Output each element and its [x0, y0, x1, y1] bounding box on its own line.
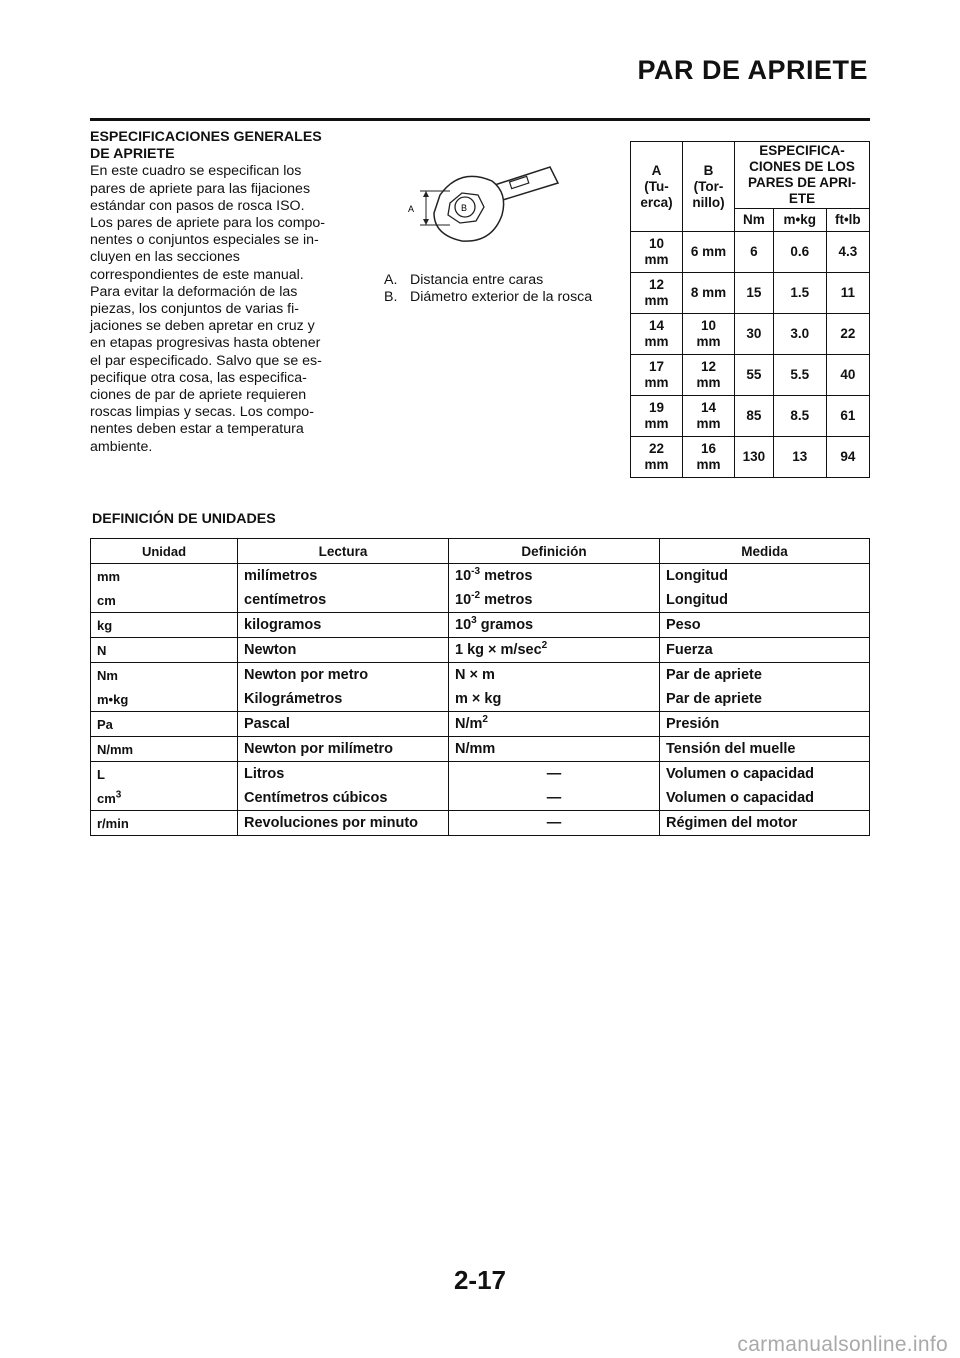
- reading-cell: Newton por milímetro: [238, 737, 449, 762]
- spec-header-line: ETE: [788, 191, 816, 206]
- definition-cell: [449, 762, 660, 787]
- measure-cell: Longitud: [660, 564, 870, 589]
- definition-exponent: 2: [541, 640, 548, 652]
- unit-cell: [91, 613, 238, 638]
- cell-bolt-size: [683, 232, 735, 273]
- title-rule: [90, 118, 870, 121]
- intro-line: nentes o conjuntos especiales se in-: [90, 232, 319, 249]
- measure-cell: Volumen o capacidad: [660, 762, 870, 787]
- col-b-header: [683, 142, 735, 232]
- intro-line: correspondientes de este manual.: [90, 266, 304, 283]
- reading-cell: kilogramos: [238, 613, 449, 638]
- units-section-heading: DEFINICIÓN DE UNIDADES: [92, 511, 276, 527]
- reading-cell: Litros: [238, 762, 449, 787]
- cell-ftlb: 4.3: [826, 232, 869, 273]
- unit-header-mkg: m•kg: [773, 209, 826, 232]
- cell-line: mm: [696, 416, 721, 431]
- units-row: [91, 564, 870, 589]
- col-a-header-line: (Tu-: [644, 178, 669, 194]
- definition-exponent: -3: [471, 566, 481, 578]
- unit-symbol: N/mm: [97, 741, 134, 757]
- intro-line: ambiente.: [90, 438, 153, 455]
- definition-cell: [449, 712, 660, 737]
- units-row: [91, 663, 870, 688]
- cell-mkg: 1.5: [773, 273, 826, 314]
- cell-line: 17: [648, 359, 665, 374]
- unit-cell: [91, 712, 238, 737]
- measure-cell: Longitud: [660, 588, 870, 613]
- page-title: PAR DE APRIETE: [637, 55, 868, 85]
- torque-table: [630, 141, 870, 478]
- unit-symbol: mm: [97, 568, 121, 584]
- unit-cell: [91, 588, 238, 613]
- unit-symbol: Nm: [97, 667, 118, 683]
- unit-cell: [91, 811, 238, 836]
- cell-ftlb: 22: [826, 314, 869, 355]
- unit-exponent: 3: [115, 789, 122, 801]
- definition-base: —: [546, 790, 562, 806]
- cell-line: 10: [700, 318, 717, 333]
- cell-line: 12: [648, 277, 665, 292]
- units-row: [91, 638, 870, 663]
- definition-base: 10: [455, 568, 472, 584]
- legend-item: [384, 272, 614, 289]
- intro-heading-line-1: ESPECIFICACIONES GENERALES: [90, 129, 322, 145]
- units-row: [91, 687, 870, 712]
- unit-symbol: kg: [97, 617, 113, 633]
- definition-base: 1 kg × m/sec: [455, 642, 542, 658]
- cell-ftlb: 40: [826, 355, 869, 396]
- unit-symbol: Pa: [97, 716, 113, 732]
- units-header-reading: Lectura: [238, 539, 449, 564]
- unit-header-nm: Nm: [735, 209, 774, 232]
- reading-cell: Pascal: [238, 712, 449, 737]
- units-row: [91, 737, 870, 762]
- reading-cell: Kilográmetros: [238, 687, 449, 712]
- legend-item: [384, 289, 614, 306]
- measure-cell: Par de apriete: [660, 687, 870, 712]
- units-row: [91, 588, 870, 613]
- units-header-definition: Definición: [449, 539, 660, 564]
- torque-row: [631, 232, 870, 273]
- unit-symbol: cm: [97, 790, 116, 806]
- cell-line: 16: [700, 441, 717, 456]
- intro-body: [90, 163, 340, 455]
- torque-row: [631, 437, 870, 478]
- watermark: carmanualsonline.info: [737, 1333, 948, 1356]
- cell-bolt-size: [683, 437, 735, 478]
- intro-line: el par especificado. Salvo que se es-: [90, 352, 322, 369]
- cell-bolt-size: [683, 314, 735, 355]
- definition-base: —: [546, 815, 562, 831]
- cell-mkg: 8.5: [773, 396, 826, 437]
- unit-symbol: N: [97, 642, 107, 658]
- cell-line: mm: [644, 416, 669, 431]
- intro-line: nentes deben estar a temperatura: [90, 421, 304, 438]
- cell-line: 14: [700, 400, 717, 415]
- cell-line: mm: [644, 457, 669, 472]
- cell-nm: 85: [735, 396, 774, 437]
- units-table-body: [91, 564, 870, 836]
- definition-base: N × m: [455, 667, 495, 683]
- units-table: [90, 538, 870, 836]
- cell-nut-size: [631, 437, 683, 478]
- wrench-illustration: [400, 155, 580, 265]
- definition-tail: metros: [480, 568, 533, 584]
- cell-line: mm: [644, 375, 669, 390]
- intro-line: jaciones se deben apretar en cruz y: [90, 318, 315, 335]
- spec-header-line: PARES DE APRI-: [747, 175, 856, 190]
- cell-line: mm: [696, 457, 721, 472]
- measure-cell: Volumen o capacidad: [660, 786, 870, 811]
- cell-nm: 55: [735, 355, 774, 396]
- reading-cell: Newton por metro: [238, 663, 449, 688]
- intro-line: piezas, los conjuntos de varias fi-: [90, 301, 299, 318]
- definition-exponent: -2: [471, 590, 481, 602]
- cell-line: 22: [648, 441, 665, 456]
- definition-base: N/mm: [455, 741, 496, 757]
- definition-base: —: [546, 766, 562, 782]
- definition-cell: [449, 613, 660, 638]
- torque-row: [631, 273, 870, 314]
- cell-line: 12: [700, 359, 717, 374]
- cell-ftlb: 11: [826, 273, 869, 314]
- intro-line: estándar con pasos de rosca ISO.: [90, 197, 305, 214]
- intro-line: roscas limpias y secas. Los compo-: [90, 404, 314, 421]
- torque-row: [631, 314, 870, 355]
- figure-label-a: A: [408, 204, 415, 214]
- unit-symbol: r/min: [97, 815, 129, 831]
- unit-cell: [91, 687, 238, 712]
- intro-line: en etapas progresivas hasta obtener: [90, 335, 321, 352]
- definition-cell: [449, 687, 660, 712]
- reading-cell: Revoluciones por minuto: [238, 811, 449, 836]
- units-header-measure: Medida: [660, 539, 870, 564]
- cell-line: mm: [696, 334, 721, 349]
- unit-cell: [91, 663, 238, 688]
- unit-cell: [91, 786, 238, 811]
- cell-mkg: 13: [773, 437, 826, 478]
- cell-line: mm: [696, 375, 721, 390]
- reading-cell: Centímetros cúbicos: [238, 786, 449, 811]
- unit-header-ftlb: ft•lb: [826, 209, 869, 232]
- legend-text: Diámetro exterior de la rosca: [410, 289, 593, 306]
- reading-cell: centímetros: [238, 588, 449, 613]
- legend-text: Distancia entre caras: [410, 272, 544, 288]
- measure-cell: Par de apriete: [660, 663, 870, 688]
- intro-line: En este cuadro se especifican los: [90, 163, 302, 180]
- cell-bolt-size: [683, 273, 735, 314]
- cell-mkg: 5.5: [773, 355, 826, 396]
- cell-nut-size: [631, 232, 683, 273]
- intro-line: pares de apriete para las fijaciones: [90, 180, 311, 197]
- units-row: [91, 762, 870, 787]
- cell-nm: 15: [735, 273, 774, 314]
- col-b-header-line: B: [703, 162, 714, 178]
- cell-ftlb: 94: [826, 437, 869, 478]
- col-b-header-line: (Tor-: [693, 178, 724, 194]
- definition-cell: [449, 737, 660, 762]
- cell-ftlb: 61: [826, 396, 869, 437]
- unit-symbol: cm: [97, 592, 116, 608]
- definition-cell: [449, 588, 660, 613]
- units-row: [91, 712, 870, 737]
- definition-cell: [449, 663, 660, 688]
- col-a-header: [631, 142, 683, 232]
- col-a-header-line: erca): [640, 194, 673, 210]
- torque-row: [631, 355, 870, 396]
- intro-line: cluyen en las secciones: [90, 249, 240, 266]
- reading-cell: Newton: [238, 638, 449, 663]
- spec-header-line: ESPECIFICA-: [759, 143, 845, 158]
- units-header-unit: Unidad: [91, 539, 238, 564]
- units-row: [91, 613, 870, 638]
- definition-exponent: 2: [482, 714, 488, 726]
- figure-label-b: B: [461, 203, 468, 213]
- measure-cell: Presión: [660, 712, 870, 737]
- cell-line: mm: [644, 252, 669, 267]
- unit-cell: [91, 737, 238, 762]
- cell-nut-size: [631, 396, 683, 437]
- measure-cell: Fuerza: [660, 638, 870, 663]
- spec-header: [735, 142, 870, 209]
- units-row: [91, 811, 870, 836]
- unit-cell: [91, 564, 238, 589]
- col-a-header-line: A: [651, 162, 662, 178]
- figure-legend: [384, 272, 614, 306]
- cell-line: 8 mm: [690, 285, 727, 300]
- page-number: 2-17: [453, 1265, 507, 1295]
- definition-base: 10: [455, 617, 472, 633]
- cell-nm: 30: [735, 314, 774, 355]
- definition-cell: [449, 786, 660, 811]
- torque-row: [631, 396, 870, 437]
- definition-tail: metros: [480, 592, 533, 608]
- definition-tail: gramos: [476, 617, 534, 633]
- intro-line: ciones de par de apriete requieren: [90, 387, 307, 404]
- definition-cell: [449, 564, 660, 589]
- reading-cell: milímetros: [238, 564, 449, 589]
- cell-line: 6 mm: [690, 244, 727, 259]
- measure-cell: Peso: [660, 613, 870, 638]
- cell-line: mm: [644, 334, 669, 349]
- units-row: [91, 786, 870, 811]
- measure-cell: Tensión del muelle: [660, 737, 870, 762]
- definition-base: 10: [455, 592, 472, 608]
- cell-nut-size: [631, 273, 683, 314]
- intro-text: [90, 129, 340, 456]
- cell-bolt-size: [683, 355, 735, 396]
- definition-base: m × kg: [455, 691, 502, 707]
- measure-cell: Régimen del motor: [660, 811, 870, 836]
- legend-key: A.: [384, 272, 398, 288]
- cell-nm: 130: [735, 437, 774, 478]
- cell-mkg: 0.6: [773, 232, 826, 273]
- definition-base: N/m: [455, 716, 483, 732]
- cell-mkg: 3.0: [773, 314, 826, 355]
- col-b-header-line: nillo): [692, 194, 725, 210]
- unit-symbol: m•kg: [97, 691, 129, 707]
- cell-nm: 6: [735, 232, 774, 273]
- definition-cell: [449, 811, 660, 836]
- cell-bolt-size: [683, 396, 735, 437]
- cell-line: 14: [648, 318, 665, 333]
- cell-nut-size: [631, 314, 683, 355]
- cell-line: 10: [648, 236, 665, 251]
- intro-line: Para evitar la deformación de las: [90, 283, 298, 300]
- legend-key: B.: [384, 289, 398, 306]
- cell-nut-size: [631, 355, 683, 396]
- definition-exponent: 3: [471, 615, 477, 627]
- definition-cell: [449, 638, 660, 663]
- unit-cell: [91, 638, 238, 663]
- wrench-nut-diagram: [400, 155, 580, 265]
- cell-line: 19: [648, 400, 665, 415]
- spec-header-line: CIONES DE LOS: [749, 159, 855, 174]
- unit-symbol: L: [97, 766, 105, 782]
- intro-line: Los pares de apriete para los compo-: [90, 215, 326, 232]
- intro-line: pecifique otra cosa, las especifica-: [90, 369, 307, 386]
- unit-cell: [91, 762, 238, 787]
- cell-line: mm: [644, 293, 669, 308]
- intro-heading-line-2: DE APRIETE: [90, 146, 175, 163]
- torque-table-body: [631, 232, 870, 478]
